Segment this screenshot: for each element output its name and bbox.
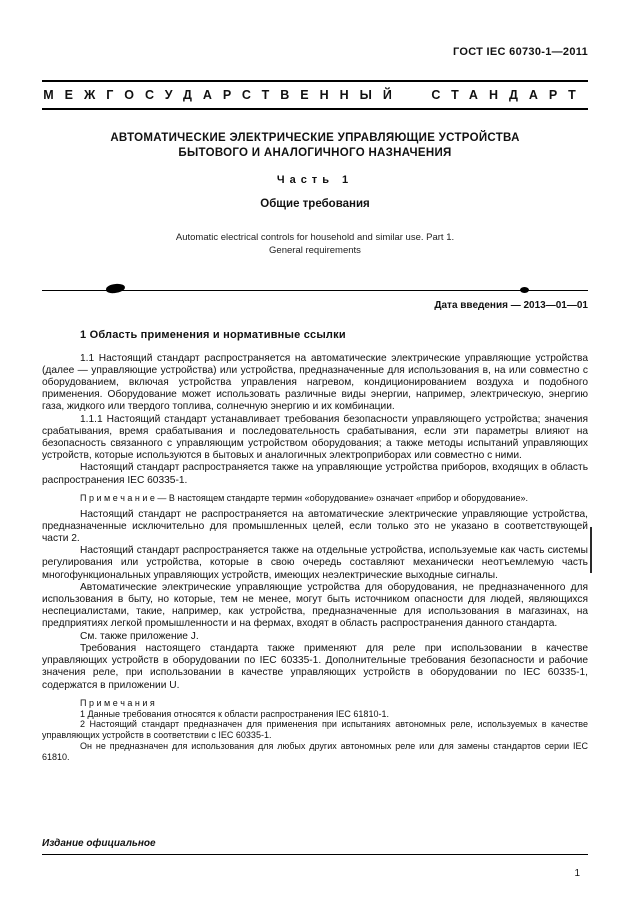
separator-rule xyxy=(42,290,588,291)
part-label: Часть 1 xyxy=(276,174,354,186)
paragraph: Настоящий стандарт распространяется также на отдельные устройства, используемые как часть системы регулирования или устройства, которые в свою очередь составляют механически неотъемлемую часть многофункциональных управляющих устройств, имеющих неэлектрические выходные сигналы. xyxy=(42,545,588,581)
subtitle: Общие требования xyxy=(260,198,370,210)
ink-blot-artifact xyxy=(520,287,529,293)
english-title xyxy=(42,232,588,258)
paragraph: Настоящий стандарт не распространяется на автоматические электрические управляющие устройства, предназначенные исключительно для промышленных целей, если только это не указано в соответствующей части 2. xyxy=(42,508,588,545)
margin-change-bar xyxy=(590,527,592,573)
title-line-1: АВТОМАТИЧЕСКИЕ ЭЛЕКТРИЧЕСКИЕ УПРАВЛЯЮЩИЕ УСТРОЙСТВА xyxy=(110,132,520,144)
paragraph: Требования настоящего стандарта также применяют для реле при использовании в качестве управляющих устройств в оборудовании по IEC 60335-1. Дополнительные требования безопасности и рабочие значения реле, при использовании в качестве управляющих устройств в оборудовании по IEC 60335-1, содержатся в приложении U. xyxy=(42,642,588,691)
ink-blot-artifact xyxy=(106,283,126,293)
page-content xyxy=(0,46,630,762)
title-block xyxy=(42,132,588,210)
note-item: 2 Настоящий стандарт предназначен для применения при испытаниях автономных реле, используемых в качестве управляющих устройств в соответствии с IEC 60335-1. xyxy=(42,719,588,741)
official-edition-note: Издание официальное xyxy=(42,838,588,855)
page-number: 1 xyxy=(574,868,580,879)
note-paragraph: П р и м е ч а н и е — В настоящем стандарте термин «оборудование» означает «прибор и оборудование». xyxy=(80,492,528,503)
page-footer xyxy=(42,838,588,855)
english-title-line-1: Automatic electrical controls for household and similar use. Part 1. xyxy=(175,232,455,243)
english-title-line-2: General requirements xyxy=(269,244,361,256)
paragraph: 1.1 Настоящий стандарт распространяется на автоматические электрические управляющие устройства (далее — управляющие устройства) или устройства, предназначенные для использования в, на или совместно с оборудованием, включая устройства управления нагревом, кондиционированием воздуха и подобного применения. Оборудование может использовать различные виды энергии, например, электрическую, энергию газа, жидкого или твердого топлива, солнечную энергию и их комбинации. xyxy=(42,352,588,413)
effective-date: Дата введения — 2013—01—01 xyxy=(434,299,588,311)
note-item: Он не предназначен для использования для любых других автономных реле или для замены стандартов серии IEC 61810. xyxy=(42,740,588,762)
paragraph: 1.1.1 Настоящий стандарт устанавливает требования безопасности управляющего устройства; значения срабатывания, время срабатывания и последовательность срабатывания, если эти параметры влияют на безопасность связанного с управляющим устройством оборудования; а также методы испытаний управляющих устройств, которые используются в бытовых и аналогичных электроприборах или совместно с ними. xyxy=(42,413,588,462)
body-text xyxy=(42,353,588,763)
standard-type-band: МЕЖГОСУДАРСТВЕННЫЙ СТАНДАРТ xyxy=(42,80,588,110)
document-code: ГОСТ IEC 60730-1—2011 xyxy=(452,46,588,58)
paragraph: Автоматические электрические управляющие устройства для оборудования, не предназначенного для использования в быту, но которые, тем не менее, могут быть источником опасности для людей, являющихся неспециалистами, такие, например, как устройства, предназначенные для использования в магазинах, на предприятиях легкой промышленности и на фермах, входят в область распространения данного стандарта. xyxy=(42,581,588,630)
paragraph: Настоящий стандарт распространяется также на управляющие устройства приборов, входящих в область распространения IEC 60335-1. xyxy=(42,462,588,486)
title-line-2: БЫТОВОГО И АНАЛОГИЧНОГО НАЗНАЧЕНИЯ xyxy=(178,147,452,159)
section-heading: 1 Область применения и нормативные ссылки xyxy=(80,328,346,341)
note-item: 1 Данные требования относятся к области распространения IEC 61810-1. xyxy=(80,708,389,719)
paragraph: См. также приложение J. xyxy=(80,630,199,642)
notes-heading: П р и м е ч а н и я xyxy=(80,697,155,708)
